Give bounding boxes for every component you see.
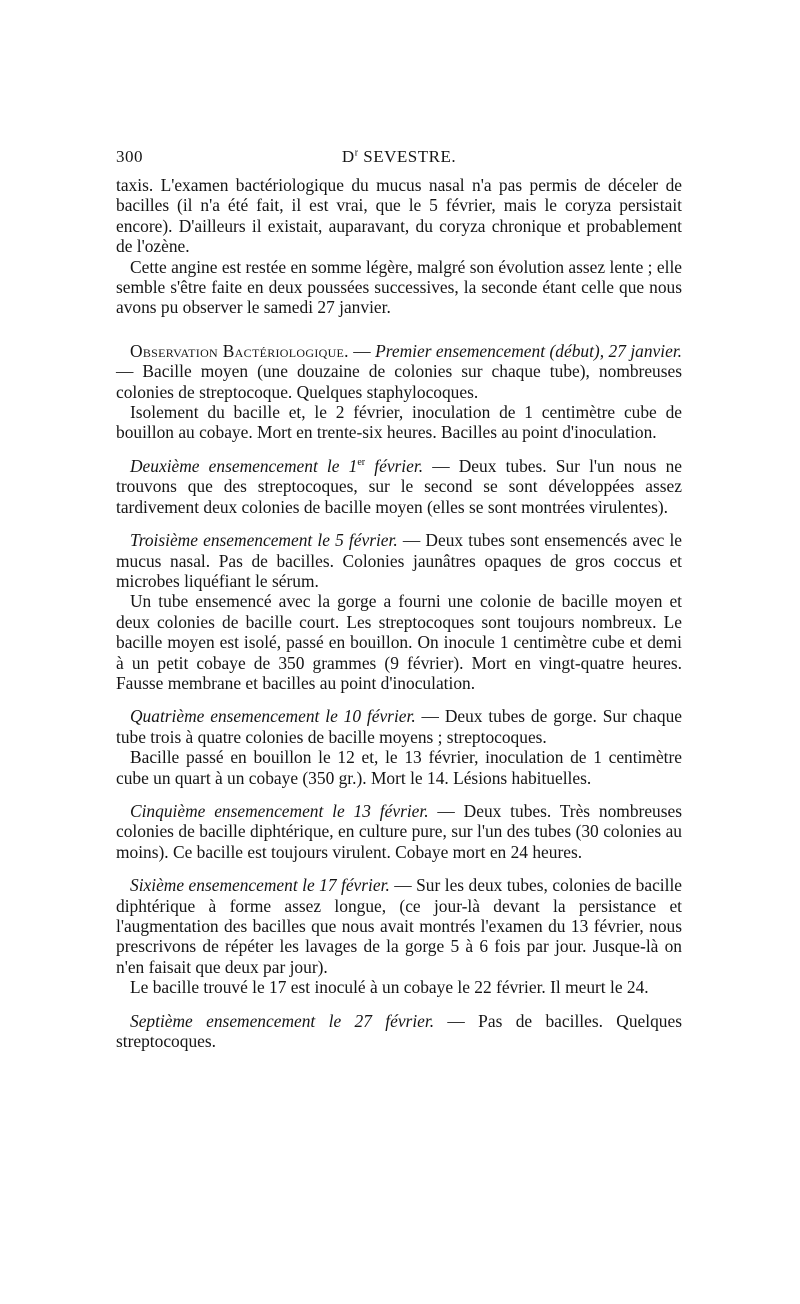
section-label: Observation Bactériologique. (130, 340, 349, 361)
paragraph-observation: Observation Bactériologique. — Premier ensemencement (début), 27 janvier. — Bacille moyen (une douzaine de colonies sur chaque tube), nombreuses colonies de streptocoque. Quelques staphylocoques. (116, 340, 683, 402)
paragraph-cinquieme: Cinquième ensemencement le 13 février. — Deux tubes. Très nombreuses colonies de bacille diphtérique, en culture pure, sur l'un des tubes (30 colonies au moins). Ce bacille est toujours virulent. Cobaye mort en 24 heures. (116, 800, 682, 862)
paragraph-bacille-bouillon: Bacille passé en bouillon le 12 et, le 13 février, inoculation de 1 centimètre cube un quart à un cobaye (350 gr.). Mort le 14. Lésions habituelles. (116, 747, 682, 788)
body-text (116, 175, 682, 1051)
running-head (116, 147, 682, 167)
page-header (116, 147, 682, 171)
page-number: 300 (116, 147, 143, 166)
paragraph-1: taxis. L'examen bactériologique du mucus nasal n'a pas permis de déceler de bacilles (il n'a été fait, il est vrai, que le 5 février, mais le coryza persistait encore). D'ailleurs il existait, auparavant, du coryza chronique et probablement de l'ozène. (116, 175, 682, 257)
observation-label: Premier ensemencement (début), 27 janvier. (375, 340, 683, 361)
paragraph-septieme: Septième ensemencement le 27 février. — Pas de bacilles. Quelques streptocoques. (116, 1010, 682, 1052)
paragraph-sixieme: Sixième ensemencement le 17 février. — Sur les deux tubes, colonies de bacille diphtérique à forme assez longue, (ce jour-là devant la persistance et l'augmentation des bacilles que nous avait montrés l'examen du 13 février, nous prescrivons de répéter les lavages de la gorge 5 à 6 fois par jour. Jusque-là on n'en faisait que deux par jour). (116, 875, 683, 977)
running-head-prefix: D (341, 147, 355, 166)
paragraph-deuxieme: Deuxième ensemencement le 1er février. — Deux tubes. Sur l'un nous ne trouvons que des streptocoques, sur le second se sont développées assez tardivement deux colonies de bacille moyen (elles se sont montrées virulentes). (116, 455, 683, 517)
paragraph-quatrieme: Quatrième ensemencement le 10 février. — Deux tubes de gorge. Sur chaque tube trois à quatre colonies de bacille moyens ; streptocoques. (116, 706, 682, 747)
paragraph-isolement: Isolement du bacille et, le 2 février, inoculation de 1 centimètre cube de bouillon au cobaye. Mort en trente-six heures. Bacilles au point d'inoculation. (116, 402, 682, 443)
running-head-name: SEVESTRE. (363, 147, 457, 166)
running-head-sup: r (354, 147, 359, 159)
paragraph-tube-gorge: Un tube ensemencé avec la gorge a fourni une colonie de bacille moyen et deux colonies de bacille court. Les streptocoques sont toujours nombreux. Le bacille moyen est isolé, passé en bouillon. On inocule 1 centimètre cube et demi à un petit cobaye de 350 grammes (9 février). Mort en vingt-quatre heures. Fausse membrane et bacilles au point d'inoculation. (116, 591, 682, 693)
paragraph-troisieme: Troisième ensemencement le 5 février. — Deux tubes sont ensemencés avec le mucus nasal. Pas de bacilles. Colonies jaunâtres opaques de gros coccus et microbes liquéfiant le sérum. (116, 530, 682, 591)
paragraph-bacille-17: Le bacille trouvé le 17 est inoculé à un cobaye le 22 février. Il meurt le 24. (130, 977, 649, 998)
paragraph-2: Cette angine est restée en somme légère, malgré son évolution assez lente ; elle semble s'être faite en deux poussées successives, la seconde étant celle que nous avons pu observer le samedi 27 janvier. (116, 256, 682, 318)
